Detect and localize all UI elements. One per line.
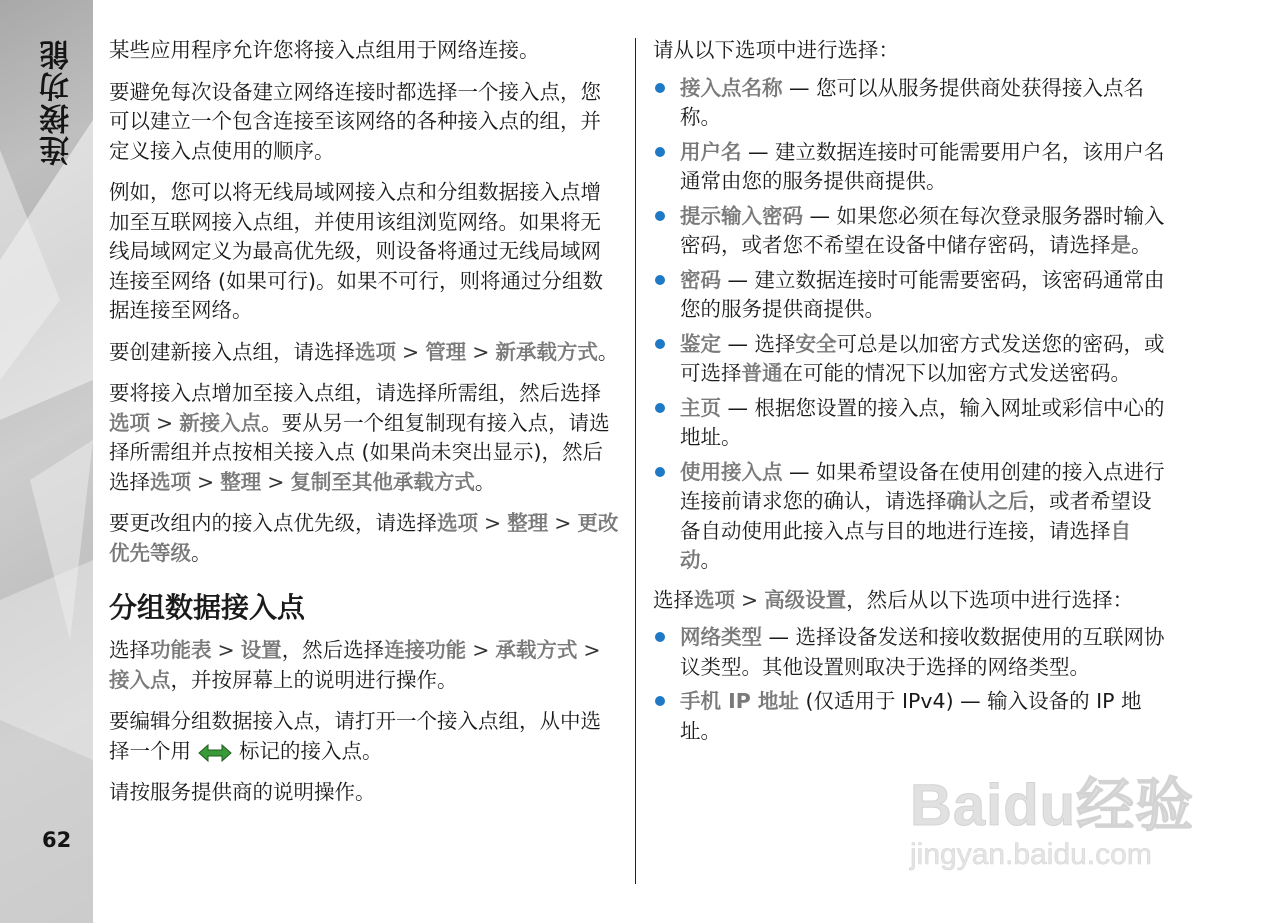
bullet-icon <box>655 211 665 221</box>
menu-term: 连接功能 <box>384 638 467 662</box>
option-desc: 您可以从服务提供商处获得接入点名称。 <box>680 75 1145 129</box>
option-term: 密码 <box>680 267 721 292</box>
dash: — <box>803 203 837 228</box>
option-term: 接入点名称 <box>680 75 783 100</box>
bullet-icon <box>655 83 665 93</box>
path-separator: > <box>267 469 285 494</box>
dash: — <box>782 75 817 100</box>
text: 可总是以加密方式发送您的密码，或可选择 <box>680 331 1165 385</box>
text: ，或者希望设备自动使用此接入点与目的地进行连接，请选择 <box>680 489 1152 543</box>
menu-term: 复制至其他承载方式 <box>290 469 475 494</box>
menu-term: 普通 <box>741 361 783 385</box>
left-column <box>109 36 621 820</box>
option-term: 使用接入点 <box>680 459 783 484</box>
option-desc: 如果您必须在每次登录服务器时输入密码，或者您不希望在设备中储存密码，请选择 <box>680 203 1165 257</box>
dash: — <box>741 139 776 164</box>
text: 要将接入点增加至接入点组，请选择所需组，然后选择 <box>109 381 601 405</box>
text: 要创建新接入点组，请选择 <box>109 339 355 364</box>
menu-term: 承载方式 <box>495 638 578 662</box>
paragraph-packet-data <box>109 636 621 695</box>
text: ，然后从以下选项中进行选择： <box>846 587 1134 612</box>
bidirectional-arrow-icon <box>197 742 233 764</box>
bullet-icon <box>655 403 665 413</box>
menu-term: 接入点 <box>109 667 171 692</box>
list-item <box>653 458 1165 576</box>
chapter-sidebar <box>0 0 93 923</box>
chapter-title: 连接功能 <box>40 38 75 166</box>
path-separator: > <box>217 638 235 662</box>
bullet-icon <box>655 632 665 642</box>
menu-term: 功能表 <box>150 638 212 662</box>
menu-term: 选项 <box>437 511 478 535</box>
list-item <box>653 623 1165 682</box>
path-separator: > <box>472 339 490 364</box>
option-desc: (仅适用于 IPv4) — 输入设备的 IP 地址。 <box>680 689 1142 743</box>
option-desc: 建立数据连接时可能需要用户名，该用户名通常由您的服务提供商提供。 <box>680 139 1165 193</box>
bullet-icon <box>655 147 665 157</box>
menu-term: 整理 <box>220 469 262 494</box>
menu-term: 高级设置 <box>764 587 847 612</box>
text: 。 <box>1131 233 1152 257</box>
menu-term: 安全 <box>795 331 837 356</box>
options-intro: 请从以下选项中进行选择： <box>653 38 899 62</box>
list-item <box>653 266 1165 325</box>
option-term: 网络类型 <box>680 625 762 649</box>
dash: — <box>721 331 755 356</box>
path-separator: > <box>156 410 174 435</box>
menu-term: 更改优先等级 <box>109 511 619 565</box>
bullet-icon <box>655 467 665 477</box>
text: 。要从另一个组复制现有接入点，请选择所需组并点按相关接入点 (如果尚未突出显示)，然后选择 <box>109 410 610 494</box>
option-term: 鉴定 <box>680 331 721 356</box>
text: 选择 <box>653 587 694 612</box>
menu-term: 确认之后 <box>946 489 1029 513</box>
text: 。 <box>597 339 619 364</box>
list-item <box>653 202 1165 261</box>
list-item <box>653 74 1165 133</box>
path-separator: > <box>472 638 490 662</box>
path-separator: > <box>402 339 420 364</box>
text: 要编辑分组数据接入点，请打开一个接入点组，从中选择一个用 <box>109 709 601 763</box>
paragraph-create-group <box>109 338 621 368</box>
menu-term: 设置 <box>240 638 282 662</box>
path-separator: > <box>583 638 601 662</box>
option-desc: 如果希望设备在使用创建的接入点进行连接前请求您的确认，请选择 <box>680 459 1165 513</box>
menu-term: 新接入点 <box>179 410 262 435</box>
menu-term: 管理 <box>425 339 467 364</box>
dash: — <box>721 267 755 292</box>
text: 选择 <box>109 638 150 662</box>
paragraph: 请按服务提供商的说明操作。 <box>109 780 376 804</box>
option-desc: 选择 <box>754 331 796 356</box>
text: 。 <box>191 540 212 565</box>
option-term: 主页 <box>680 395 721 420</box>
paragraph-advanced <box>653 586 1165 616</box>
text: 。 <box>474 469 496 494</box>
option-term: 手机 IP 地址 <box>680 689 799 713</box>
menu-term: 是 <box>1110 233 1131 257</box>
paragraph: 要避免每次设备建立网络连接时都选择一个接入点，您可以建立一个包含连接至该网络的各种接入点的组，并定义接入点使用的顺序。 <box>109 79 601 163</box>
bullet-icon <box>655 696 665 706</box>
paragraph-edit <box>109 707 621 766</box>
path-separator: > <box>197 469 215 494</box>
text: ，然后选择 <box>281 638 385 662</box>
path-separator: > <box>554 511 572 535</box>
page-number: 62 <box>42 828 72 852</box>
list-item <box>653 330 1165 389</box>
menu-term: 新承载方式 <box>495 339 598 364</box>
options-list <box>653 74 1165 576</box>
menu-term: 自动 <box>680 518 1131 572</box>
text: ，并按屏幕上的说明进行操作。 <box>170 667 458 692</box>
watermark-logo: Baidu经验 <box>910 773 1195 838</box>
section-heading: 分组数据接入点 <box>109 591 306 624</box>
option-term: 提示输入密码 <box>680 203 803 228</box>
bullet-icon <box>655 275 665 285</box>
list-item <box>653 394 1165 453</box>
menu-term: 整理 <box>507 511 549 535</box>
text: 。 <box>700 548 721 572</box>
paragraph-add-access-point <box>109 379 621 497</box>
list-item <box>653 687 1165 746</box>
option-desc: 选择设备发送和接收数据使用的互联网协议类型。其他设置则取决于选择的网络类型。 <box>680 625 1165 679</box>
path-separator: > <box>484 511 502 535</box>
right-column <box>653 36 1165 756</box>
menu-term: 选项 <box>355 339 396 364</box>
paragraph: 某些应用程序允许您将接入点组用于网络连接。 <box>109 38 540 62</box>
dash: — <box>721 395 755 420</box>
dash: — <box>782 459 817 484</box>
paragraph-priority <box>109 509 621 568</box>
menu-term: 选项 <box>694 587 735 612</box>
dash: — <box>762 625 796 649</box>
column-divider <box>635 38 636 884</box>
option-desc: 根据您设置的接入点，输入网址或彩信中心的地址。 <box>680 395 1165 449</box>
menu-term: 选项 <box>150 469 191 494</box>
advanced-options-list <box>653 623 1165 746</box>
path-separator: > <box>741 587 759 612</box>
paragraph: 例如，您可以将无线局域网接入点和分组数据接入点增加至互联网接入点组，并使用该组浏览网络。如果将无线局域网定义为最高优先级，则设备将通过无线局域网连接至网络 (如果可行)。如果不可行，则将通过分组数据连接至网络。 <box>109 180 604 322</box>
menu-term: 选项 <box>109 410 150 435</box>
text: 在可能的情况下以加密方式发送密码。 <box>782 361 1131 385</box>
option-term: 用户名 <box>680 139 742 164</box>
text: 要更改组内的接入点优先级，请选择 <box>109 511 437 535</box>
list-item <box>653 138 1165 197</box>
bullet-icon <box>655 339 665 349</box>
watermark-url: jingyan.baidu.com <box>910 838 1152 871</box>
text: 标记的接入点。 <box>239 738 383 763</box>
option-desc: 建立数据连接时可能需要密码，该密码通常由您的服务提供商提供。 <box>680 267 1165 321</box>
